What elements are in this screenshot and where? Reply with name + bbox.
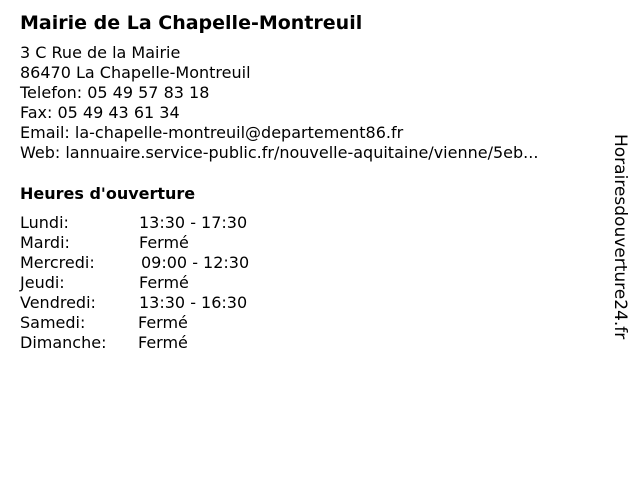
- street-address: 3 C Rue de la Mairie: [20, 43, 181, 62]
- page-title: Mairie de La Chapelle-Montreuil: [20, 12, 363, 34]
- day-label: Samedi:: [20, 313, 86, 332]
- email-address: Email: la-chapelle-montreuil@departement86.fr: [20, 123, 404, 142]
- hours-heading: Heures d'ouverture: [20, 184, 196, 203]
- fax-number: Fax: 05 49 43 61 34: [20, 103, 180, 122]
- day-hours: Fermé: [139, 233, 189, 252]
- contact-block: [20, 43, 538, 163]
- site-watermark: Horairesdouverture24.fr: [610, 134, 630, 340]
- website-url: Web: lannuaire.service-public.fr/nouvelle-aquitaine/vienne/5eb...: [20, 143, 539, 162]
- day-hours: 13:30 - 16:30: [139, 293, 248, 312]
- city-address: 86470 La Chapelle-Montreuil: [20, 63, 251, 82]
- phone-number: Telefon: 05 49 57 83 18: [20, 83, 210, 102]
- day-label: Vendredi:: [20, 293, 96, 312]
- day-hours: 09:00 - 12:30: [141, 253, 250, 272]
- day-hours: Fermé: [138, 313, 188, 332]
- day-label: Lundi:: [20, 213, 69, 232]
- day-label: Jeudi:: [20, 273, 65, 292]
- day-label: Dimanche:: [20, 333, 107, 352]
- day-hours: 13:30 - 17:30: [139, 213, 248, 232]
- day-label: Mardi:: [20, 233, 70, 252]
- day-label: Mercredi:: [20, 253, 95, 272]
- day-hours: Fermé: [138, 333, 188, 352]
- day-hours: Fermé: [139, 273, 189, 292]
